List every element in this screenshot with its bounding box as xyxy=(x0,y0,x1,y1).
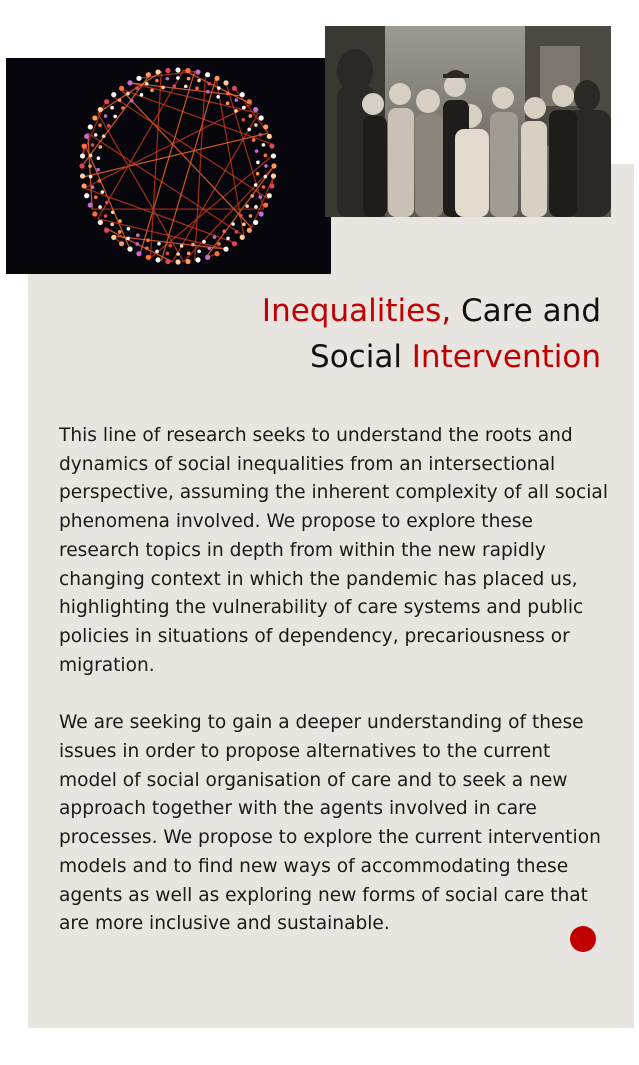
title-intervention: Intervention xyxy=(411,339,601,375)
title-care-and: Care and xyxy=(451,293,601,329)
network-sphere-image xyxy=(6,58,331,274)
network-sphere-graphic xyxy=(6,58,331,274)
group-photo xyxy=(325,26,611,217)
decorative-red-dot xyxy=(570,926,596,952)
page-title xyxy=(201,288,601,380)
network-lines xyxy=(82,70,274,262)
title-inequalities: Inequalities, xyxy=(261,293,452,329)
paragraph-1: This line of research seeks to understand the roots and dynamics of social inequalities from an intersectional perspective, assuming the inherent complexity of all social phenomena involved. We propose to explore these research topics in depth from within the new rapidly changing context in which the pandemic has placed us, highlighting the vulnerability of care systems and public policies in situations of dependency, precariousness or migration. xyxy=(59,425,608,676)
body-text xyxy=(59,422,609,968)
people-photo-graphic xyxy=(325,26,611,217)
title-social: Social xyxy=(310,339,412,375)
paragraph-2: We are seeking to gain a deeper understanding of these issues in order to propose alternatives to the current model of social organisation of care and to seek a new approach together with the agents involved in care processes. We propose to explore the current intervention models and to find new ways of accommodating these agents as well as exploring new forms of social care that are more inclusive and sustainable. xyxy=(59,712,601,935)
